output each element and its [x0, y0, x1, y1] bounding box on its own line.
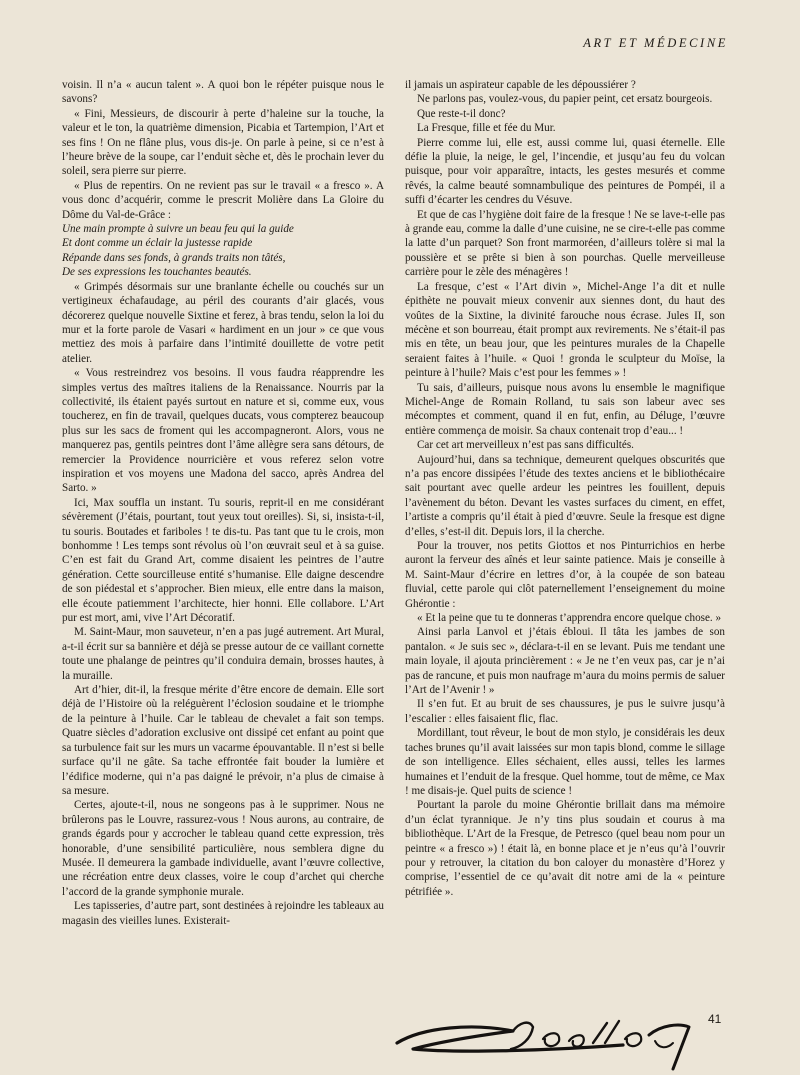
author-signature	[393, 1005, 703, 1075]
paragraph: Pourtant la parole du moine Ghérontie brillait dans ma mémoire d’un éclat tyrannique. Je n’y tins plus soudain et courus à ma bibliothèque. L’Art de la Fresque, de Petresco (quel beau nom pour un peintre « a fresco ») ! était là, en bonne place et je n’eus qu’à l’ouvrir pour y retrouver, la citation du bon caloyer du monastère d’Horez y comprise, l’essentiel de ce qu’avait dit notre ami de la « peinture pétrifiée ».	[405, 799, 725, 898]
paragraph: Ainsi parla Lanvol et j’étais ébloui. Il tâta les jambes de son pantalon. « Je suis sec », déclara-t-il en se levant. Puis me tendant une main loyale, il ajouta princièrement : « Je ne t’en veux pas, car je n’ai pas de rancune, et puis mon naufrage m’aura du moins permis de saluer l’Art de l’Avenir ! »	[405, 626, 725, 697]
paragraph: M. Saint-Maur, mon sauveteur, n’en a pas jugé autrement. Art Mural, a-t-il écrit sur sa bannière et déjà se presse autour de ce vaillant cornette toute une phalange de peintres qu’il conduira demain, brosses hautes, à la muraille.	[62, 626, 384, 682]
paragraph: Mordillant, tout rêveur, le bout de mon stylo, je considérais les deux taches brunes qu’il avait laissées sur mon tapis blond, comme le sillage de son intelligence. Elles séchaient, elles aussi, telles les larmes humaines et l’enduit de la fresque. Quel homme, tout de même, ce Max ! me disais-je. Quel puits de science !	[405, 727, 725, 797]
paragraph: La Fresque, fille et fée du Mur.	[417, 122, 556, 135]
running-head: ART ET MÉDECINE	[583, 36, 728, 50]
paragraph: Pour la trouver, nos petits Giottos et nos Pinturrichios en herbe auront la ferveur des aînés et leur sainte patience. Mais je conseille à M. Saint-Maur d’écrire en lettres d’or, à la coupée de son bateau fluvial, cette parole qui clôt paternellement l’enseignement du moine Ghérontie :	[405, 540, 725, 610]
paragraph: « Fini, Messieurs, de discourir à perte d’haleine sur la touche, la valeur et le ton, la quatrième dimension, Picabia et Tartempion, l’Art et ses fins ! On ne flâne plus, vous dis-je. On parle à peine, si ce n’est à l’heure brève de la soupe, car l’enduit sèche et, dès le prochain lever du soleil, sera pierre sur pierre.	[62, 107, 384, 178]
paragraph: Que reste-t-il donc?	[417, 107, 506, 120]
verse-line: Une main prompte à suivre un beau feu qui la guide	[62, 223, 294, 236]
paragraph: Art d’hier, dit-il, la fresque mérite d’être encore de demain. Elle sort déjà de l’Histoire où la reléguèrent l’éclosion soudaine et le triomphe de la peinture à l’huile. Car le tableau de chevalet a fait son temps. Quatre siècles d’adoration exclusive ont dissipé cet enfant au point que sa turbulence fait sur les murs un vacarme épouvantable. Il n’est si belle surface qu’il ne gâte. Sa tache effrontée fait bouder la lumière et l’édifice moderne, qui n’a pas daigné le prévoir, n’a plus de cimaise à sa mesure.	[62, 684, 384, 797]
paragraph: La fresque, c’est « l’Art divin », Michel-Ange l’a dit et nulle épithète ne pouvait mieux convenir aux siennes dont, du haut des voûtes de la Sixtine, la divinité farouche nous écrase. Jules II, son mécène et son bourreau, était prompt aux revirements. Ne s’était-il pas mis en tête, un beau jour, que les peintures murales de la Chapelle seraient faites à l’huile. « Quoi ! gronda le sculpteur du Moïse, la peinture à l’huile? Mais c’est pour les femmes » !	[405, 280, 725, 380]
paragraph: « Et la peine que tu te donneras t’apprendra encore quelque chose. »	[417, 612, 722, 625]
paragraph: Il s’en fut. Et au bruit de ses chaussures, je pus le suivre jusqu’à l’escalier : elles faisaient flic, flac.	[405, 698, 725, 725]
paragraph: Certes, ajoute-t-il, nous ne songeons pas à le supprimer. Nous ne brûlerons pas le Louvre, rassurez-vous ! Nous aurons, au contraire, de grands égards pour y accrocher le tableau quand cette expression, très honorable, d’une sensibilité particulière, nous semblera digne du Musée. Il demeurera la gambade individuelle, avant l’œuvre collective, une récréation entre deux classes, voire le coup d’archet qui cherche l’accord de la grande symphonie murale.	[62, 799, 384, 898]
verse-line: Répande dans ses fonds, à grands traits non tâtés,	[62, 251, 286, 264]
paragraph: « Vous restreindrez vos besoins. Il vous faudra réapprendre les simples vertus des maîtres italiens de la Renaissance. Nourris par la collectivité, ils étaient payés surtout en nature et si, comme eux, vous toucherez, en fin de travail, quelques ducats, vous compterez beaucoup plus sur les sacs de froment qui les accompagneront. Alors, vous ne manquerez pas, gentils peintres dont l’âme allègre sera sans détours, de remercier la Providence nourricière et vous referez selon votre inspiration et vos moyens une Madona del sacco, après Andrea del Sarto. »	[62, 367, 384, 495]
paragraph: voisin. Il n’a « aucun talent ». A quoi bon le répéter puisque nous le savons?	[62, 79, 384, 106]
paragraph: « Plus de repentirs. On ne revient pas sur le travail « a fresco ». A vous donc d’acquérir, comme le prescrit Molière dans La Gloire du Dôme du Val-de-Grâce :	[62, 179, 384, 221]
paragraph: « Grimpés désormais sur une branlante échelle ou couchés sur un vertigineux échafaudage, au péril des courants d’air glacés, vous décorerez quelque nouvelle Sixtine et ferez, à bras tendu, selon la loi du mur et la forte parole de Vasari « hardiment en un jour » ce que vous mettiez des mois à parfaire dans l’intimité douillette de votre petit atelier.	[62, 280, 384, 365]
verse-line: De ses expressions les touchantes beautés.	[62, 266, 252, 279]
paragraph: il jamais un aspirateur capable de les dépoussiérer ?	[405, 79, 636, 91]
paragraph: Ici, Max souffla un instant. Tu souris, reprit-il en me considérant sévèrement (J’étais, pourtant, tout yeux tout oreilles). Si, si, insista-t-il, tu souris. Boutades et fariboles ! te dis-tu. Pas tant que tu le crois, mon bonhomme ! Les temps sont révolus où l’on œuvrait seul et à sa guise. C’en est fait du Grand Art, comme disaient les peintres de l’autre génération. Cette sourcilleuse entité s’humanise. Elle daigne descendre de son piédestal et s’approcher. Bien mieux, elle entre dans la maison, elle écoute patiemment l’architecte, hier honni. Elle collabore. L’Art pur est mort, ami, vive l’Art Décoratif.	[62, 496, 384, 625]
page-number: 41	[708, 1012, 722, 1026]
paragraph: Tu sais, d’ailleurs, puisque nous avons lu ensemble le magnifique Michel-Ange de Romain Rolland, tu sais son labeur avec ses mécomptes et comment, quand il en fut, enfin, au Déluge, l’œuvre entière commença de moisir. Sa chaux contenait trop d’eau... !	[405, 381, 725, 437]
paragraph: Pierre comme lui, elle est, aussi comme lui, quasi éternelle. Elle défie la pluie, la neige, le gel, l’incendie, et jusqu’au feu du volcan puisque, pour voir apparaître, intacts, les gestes mesurés et comme rêvés, la calme beauté somnambulique des peintures de Pompéi, il a suffi d’écarter les cendres du Vésuve.	[405, 136, 725, 207]
paragraph: Aujourd’hui, dans sa technique, demeurent quelques obscurités que n’a pas encore dissipées l’étude des textes anciens et le bibliothécaire sait pourtant avec quelle ardeur les peintres les fouillent, depuis l’avènement du béton. Devant les vastes surfaces du ciment, en effet, l’artiste a compris qu’il était à pied d’œuvre. Seule la fresque est digne d’elles, s’est-il dit. Depuis lors, il la cherche.	[405, 453, 725, 538]
right-column	[405, 78, 725, 899]
paragraph: Et que de cas l’hygiène doit faire de la fresque ! Ne se lave-t-elle pas à grande eau, comme la dalle d’une cuisine, ne se cire-t-elle pas comme la latte d’un parquet? Son front marmoréen, d’ailleurs tolère si mal la poussière et se prête si bien à son pourchas. Quelle merveilleuse carrière pour le zèle des ménagères !	[405, 208, 725, 279]
verse-line: Et dont comme un éclair la justesse rapide	[62, 237, 253, 250]
paragraph: Les tapisseries, d’autre part, sont destinées à rejoindre les tableaux au magasin des vieilles lunes. Existerait-	[62, 900, 384, 927]
left-column	[62, 78, 384, 928]
paragraph: Car cet art merveilleux n’est pas sans difficultés.	[417, 439, 634, 452]
paragraph: Ne parlons pas, voulez-vous, du papier peint, cet ersatz bourgeois.	[417, 93, 713, 106]
